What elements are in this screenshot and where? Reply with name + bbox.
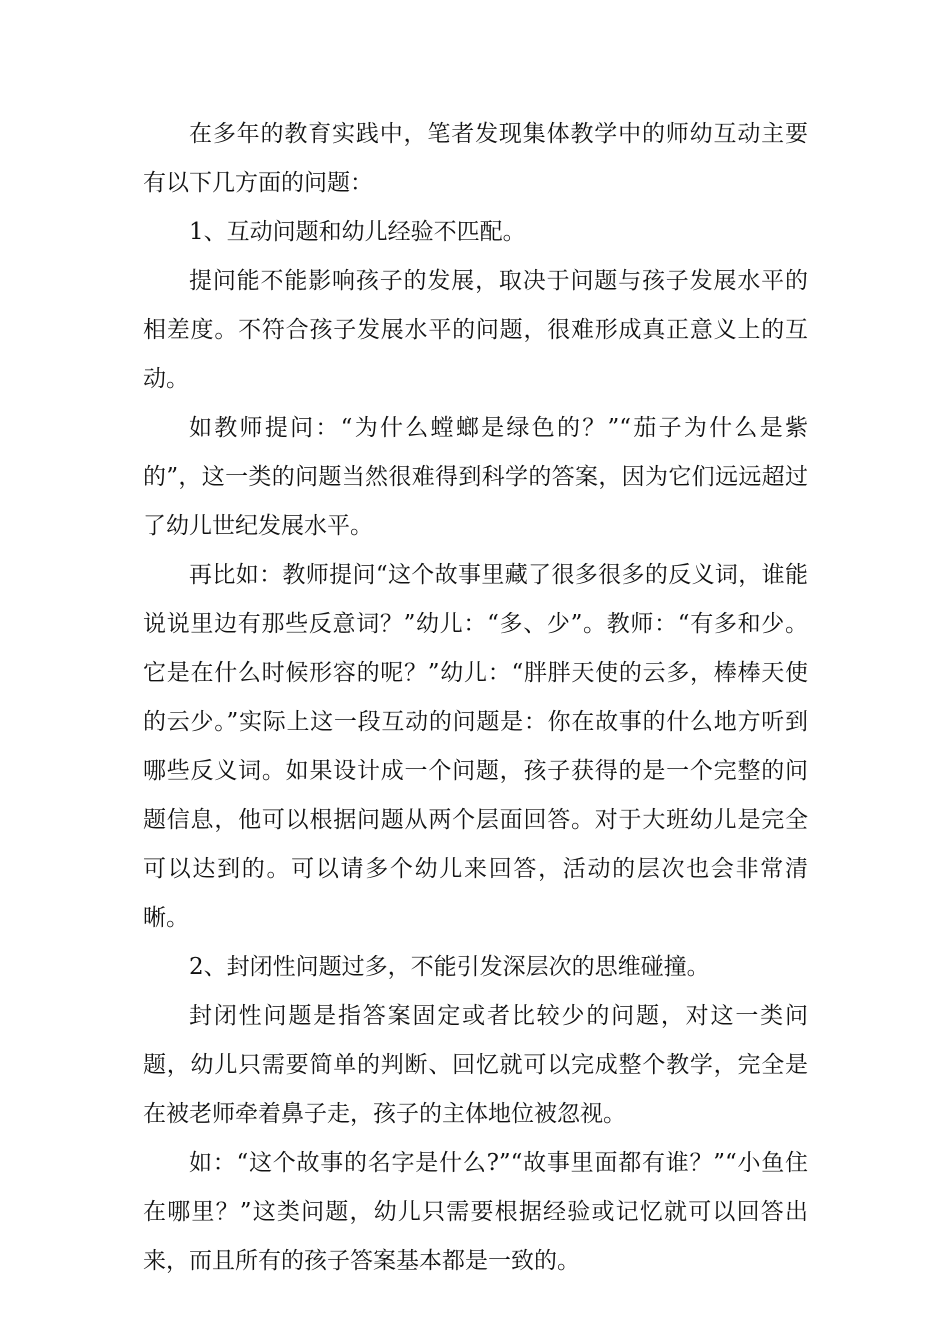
section-heading-1: 1、互动问题和幼儿经验不匹配。 — [189, 219, 526, 245]
paragraph-explanation-1: 提问能不能影响孩子的发展，取决于问题与孩子发展水平的相差度。不符合孩子发展水平的问题，很难形成真正意义上的互动。 — [143, 268, 808, 392]
paragraph-example-2: 再比如：教师提问“这个故事里藏了很多很多的反义词，谁能说说里边有那些反意词？”幼儿：“多、少”。教师：“有多和少。它是在什么时候形容的呢？”幼儿：“胖胖天使的云多，棒棒天使的云少。”实际上这一段互动的问题是：你在故事的什么地方听到哪些反义词。如果设计成一个问题，孩子获得的是一个完整的问题信息，他可以根据问题从两个层面回答。对于大班幼儿是完全可以达到的。可以请多个幼儿来回答，活动的层次也会非常清晰。 — [143, 562, 808, 931]
paragraph-intro: 在多年的教育实践中，笔者发现集体教学中的师幼互动主要有以下几方面的问题： — [143, 121, 808, 196]
paragraph-explanation-2: 封闭性问题是指答案固定或者比较少的问题，对这一类问题，幼儿只需要简单的判断、回忆就可以完成整个教学，完全是在被老师牵着鼻子走，孩子的主体地位被忽视。 — [143, 1003, 808, 1127]
paragraph-example-3: 如：“这个故事的名字是什么?”“故事里面都有谁？”“小鱼住在哪里？”这类问题，幼儿只需要根据经验或记忆就可以回答出来，而且所有的孩子答案基本都是一致的。 — [143, 1150, 808, 1274]
section-heading-2: 2、封闭性问题过多，不能引发深层次的思维碰撞。 — [189, 954, 710, 980]
paragraph-example-1: 如教师提问：“为什么螳螂是绿色的？”“茄子为什么是紫的”，这一类的问题当然很难得到科学的答案，因为它们远远超过了幼儿世纪发展水平。 — [143, 415, 808, 539]
document-body — [143, 110, 808, 1286]
